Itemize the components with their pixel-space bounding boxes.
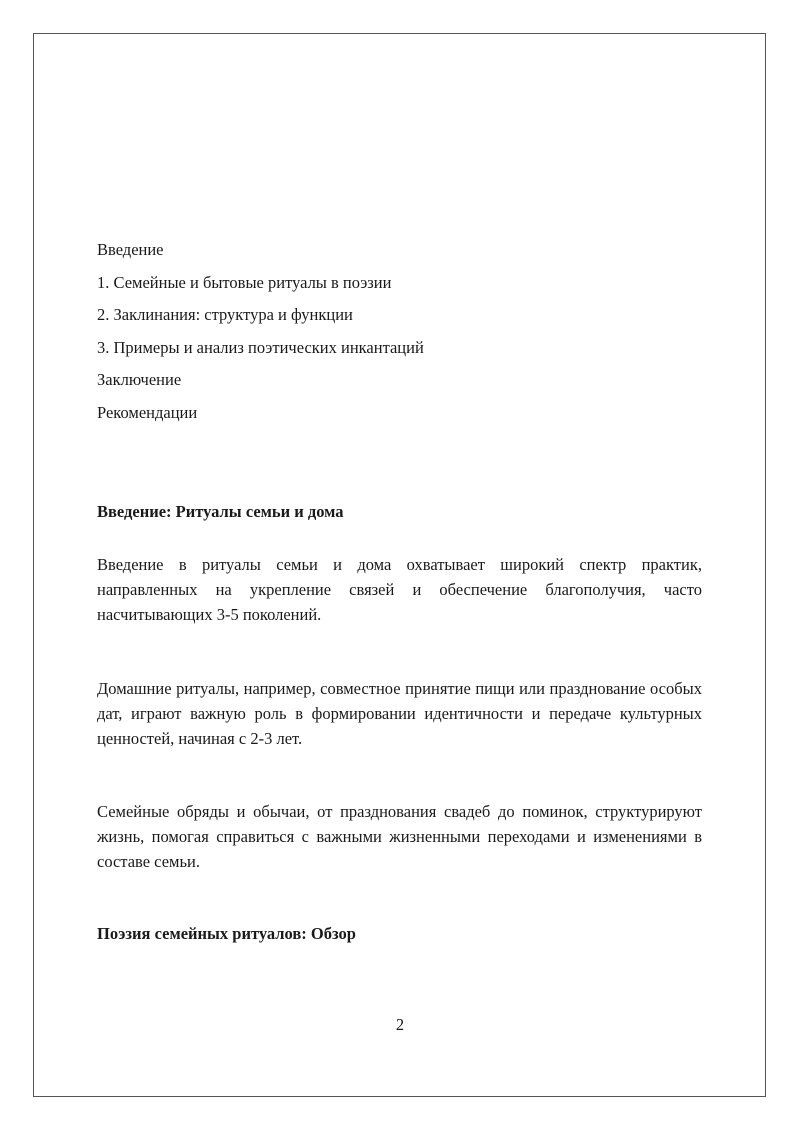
section-heading-introduction: Введение: Ритуалы семьи и дома (97, 502, 344, 521)
toc-item-conclusion: Заключение (97, 370, 182, 389)
toc-item-3: 3. Примеры и анализ поэтических инкантаций (97, 337, 424, 357)
toc-item-2: 2. Заклинания: структура и функции (97, 305, 353, 324)
toc-item-1: 1. Семейные и бытовые ритуалы в поэзии (97, 272, 392, 292)
section-heading-poetry-overview: Поэзия семейных ритуалов: Обзор (97, 924, 356, 943)
toc-item-recommendations: Рекомендации (97, 402, 198, 422)
toc-item-introduction: Введение (97, 240, 164, 259)
paragraph-2: Домашние ритуалы, например, совместное принятие пищи или празднование особых дат, играют важную роль в формировании идентичности и передаче культурных ценностей, начиная с 2-3 лет. (97, 679, 702, 748)
page-number: 2 (395, 1015, 405, 1034)
table-of-contents (97, 240, 707, 435)
paragraph-3: Семейные обряды и обычаи, от празднования свадеб до поминок, структурируют жизнь, помогая справиться с важными жизненными переходами и изменениями в составе семьи. (97, 802, 702, 871)
paragraph-1: Введение в ритуалы семьи и дома охватывает широкий спектр практик, направленных на укрепление связей и обеспечение благополучия, часто насчитывающих 3-5 поколений. (97, 555, 702, 624)
